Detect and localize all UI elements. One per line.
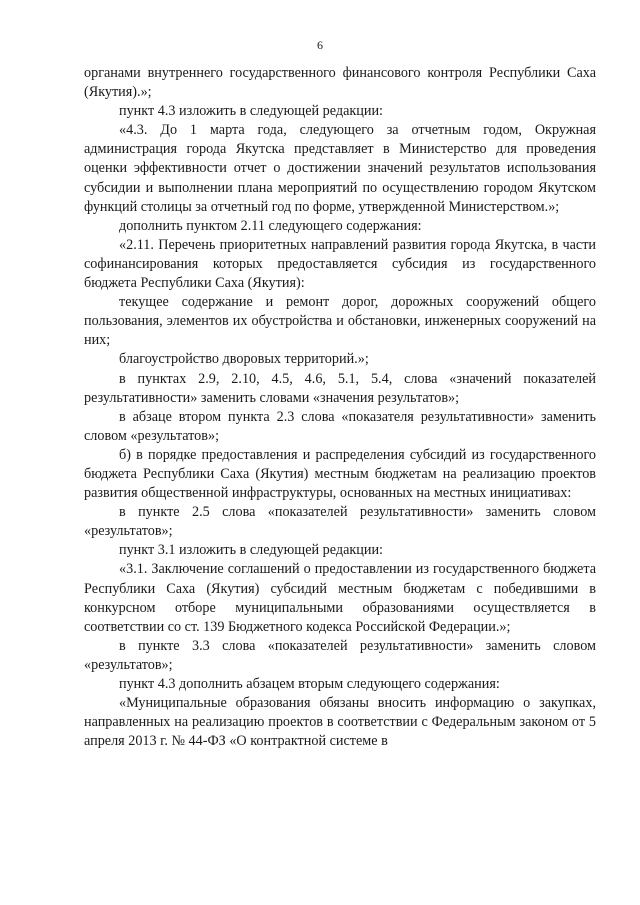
paragraph: текущее содержание и ремонт дорог, дорожных сооружений общего пользования, элементов их обустройства и обстановки, инженерных сооружений на них; — [84, 294, 596, 349]
document-body — [84, 64, 596, 751]
paragraph: в абзаце втором пункта 2.3 слова «показателя результативности» заменить словом «результатов»; — [84, 408, 596, 444]
page-number: 6 — [317, 38, 323, 52]
paragraph: «4.3. До 1 марта года, следующего за отчетным годом, Окружная администрация города Якутска представляет в Министерство для проведения оценки эффективности отчет о достижении значений результатов использования субсидии и выполнении плана мероприятий по осуществлению городом Якутском функций столицы за отчетный год по форме, утвержденной Министерством.»; — [84, 122, 596, 215]
paragraph: в пункте 3.3 слова «показателей результативности» заменить словом «результатов»; — [84, 637, 596, 673]
paragraph: в пункте 2.5 слова «показателей результативности» заменить словом «результатов»; — [84, 504, 596, 540]
paragraph: в пунктах 2.9, 2.10, 4.5, 4.6, 5.1, 5.4, слова «значений показателей результативности» заменить словами «значения результатов»; — [84, 370, 596, 406]
paragraph: пункт 4.3 изложить в следующей редакции: — [119, 103, 383, 120]
paragraph: пункт 3.1 изложить в следующей редакции: — [119, 542, 383, 559]
paragraph: органами внутреннего государственного финансового контроля Республики Саха (Якутия).»; — [84, 65, 596, 101]
paragraph: б) в порядке предоставления и распределения субсидий из государственного бюджета Республики Саха (Якутия) местным бюджетам на реализацию проектов развития общественной инфраструктуры, основанных на местных инициативах: — [84, 446, 596, 502]
paragraph: благоустройство дворовых территорий.»; — [119, 351, 369, 368]
paragraph: «2.11. Перечень приоритетных направлений развития города Якутска, в части софинансирования которых предоставляется субсидия из государственного бюджета Республики Саха (Якутия): — [84, 236, 596, 292]
paragraph: «3.1. Заключение соглашений о предоставлении из государственного бюджета Республики Саха (Якутия) субсидий местным бюджетам с победившими в конкурсном отборе муниципальными образованиями осуществляется в соответствии со ст. 139 Бюджетного кодекса Российской Федерации.»; — [84, 561, 596, 635]
paragraph: пункт 4.3 дополнить абзацем вторым следующего содержания: — [119, 676, 500, 692]
paragraph: дополнить пунктом 2.11 следующего содержания: — [119, 217, 422, 234]
paragraph: «Муниципальные образования обязаны вносить информацию о закупках, направленных на реализацию проектов в соответствии с Федеральным законом от 5 апреля 2013 г. № 44-ФЗ «О контрактной системе в — [84, 695, 596, 750]
